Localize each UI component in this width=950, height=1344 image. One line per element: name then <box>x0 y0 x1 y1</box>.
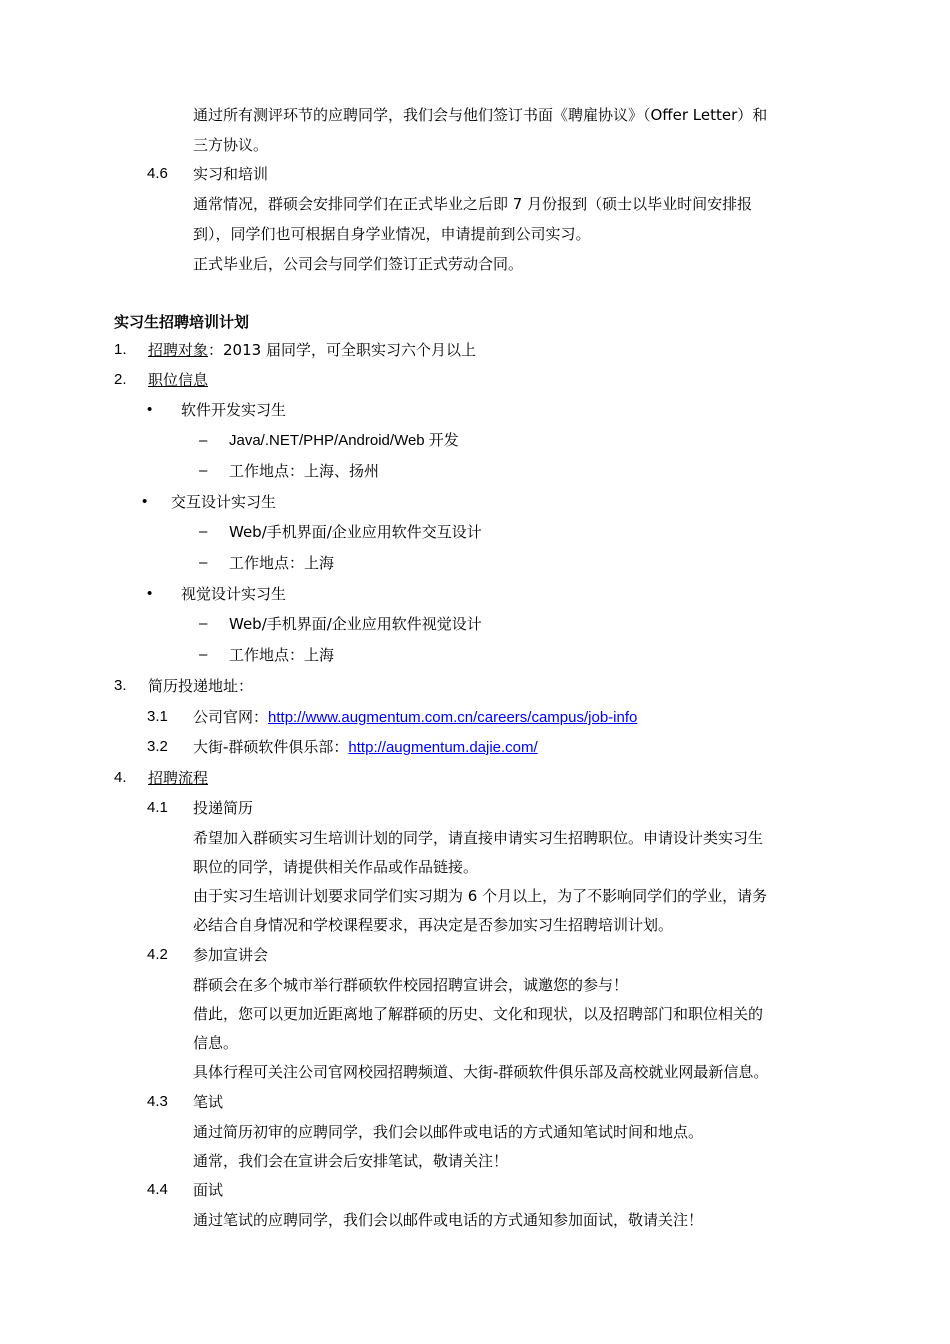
dash-icon: – <box>199 432 208 449</box>
bullet-icon: • <box>147 585 153 602</box>
list-number: 4. <box>114 769 127 786</box>
intro-paragraph-line: 三方协议。 <box>193 136 269 154</box>
section-title: 实习和培训 <box>193 165 269 183</box>
plan-heading: 实习生招聘培训计划 <box>114 313 250 331</box>
paragraph-line: 通常情况，群硕会安排同学们在正式毕业之后即 7 月份报到（硕士以毕业时间安排报 <box>193 195 753 213</box>
official-site-label: 公司官网： <box>193 708 269 726</box>
recruit-target-label: 招聘对象 <box>148 341 209 359</box>
position-detail: Web/手机界面/企业应用软件交互设计 <box>229 523 482 541</box>
section-number: 3.2 <box>147 738 168 755</box>
position-detail: Java/.NET/PHP/Android/Web 开发 <box>229 432 459 449</box>
position-title: 软件开发实习生 <box>181 401 287 419</box>
dash-icon: – <box>199 554 208 571</box>
dash-icon: – <box>199 523 208 540</box>
section-title: 笔试 <box>193 1093 224 1111</box>
paragraph-line: 到），同学们也可根据自身学业情况，申请提前到公司实习。 <box>193 225 591 243</box>
official-site-line <box>193 707 637 728</box>
intro-paragraph-line: 通过所有测评环节的应聘同学，我们会与他们签订书面《聘雇协议》（Offer Letter）和 <box>193 106 768 124</box>
bullet-icon: • <box>142 493 148 510</box>
position-title: 交互设计实习生 <box>171 493 277 511</box>
list-number: 2. <box>114 371 127 388</box>
resume-address-label: 简历投递地址： <box>148 677 254 695</box>
paragraph-line: 通过简历初审的应聘同学，我们会以邮件或电话的方式通知笔试时间和地点。 <box>193 1123 704 1141</box>
paragraph-line: 群硕会在多个城市举行群硕软件校园招聘宣讲会，诚邀您的参与！ <box>193 976 629 994</box>
paragraph-line: 必结合自身情况和学校课程要求，再决定是否参加实习生招聘培训计划。 <box>193 916 674 934</box>
recruit-process-label: 招聘流程 <box>148 769 209 787</box>
recruit-target-text: ：2013 届同学，可全职实习六个月以上 <box>208 341 476 359</box>
paragraph-line: 正式毕业后，公司会与同学们签订正式劳动合同。 <box>193 255 524 273</box>
section-number: 3.1 <box>147 708 168 725</box>
position-detail: 工作地点：上海 <box>229 646 335 664</box>
recruit-target-line <box>148 340 476 360</box>
official-site-link[interactable]: http://www.augmentum.com.cn/careers/campus/job-info <box>268 709 638 726</box>
section-number: 4.4 <box>147 1181 168 1198</box>
paragraph-line: 希望加入群硕实习生培训计划的同学，请直接申请实习生招聘职位。申请设计类实习生 <box>193 829 764 847</box>
dash-icon: – <box>199 462 208 479</box>
paragraph-line: 信息。 <box>193 1034 239 1052</box>
section-number: 4.1 <box>147 799 168 816</box>
dash-icon: – <box>199 646 208 663</box>
section-number: 4.6 <box>147 165 168 182</box>
list-number: 1. <box>114 341 127 358</box>
dash-icon: – <box>199 615 208 632</box>
position-title: 视觉设计实习生 <box>181 585 287 603</box>
position-detail: Web/手机界面/企业应用软件视觉设计 <box>229 615 482 633</box>
paragraph-line: 职位的同学，请提供相关作品或作品链接。 <box>193 858 479 876</box>
section-number: 4.2 <box>147 946 168 963</box>
list-number: 3. <box>114 677 127 694</box>
position-detail: 工作地点：上海、扬州 <box>229 462 380 480</box>
paragraph-line: 通常，我们会在宣讲会后安排笔试，敬请关注！ <box>193 1152 509 1170</box>
paragraph-line: 通过笔试的应聘同学，我们会以邮件或电话的方式通知参加面试，敬请关注！ <box>193 1211 704 1229</box>
bullet-icon: • <box>147 401 153 418</box>
club-site-line <box>193 737 538 758</box>
section-number: 4.3 <box>147 1093 168 1110</box>
position-info-label: 职位信息 <box>148 371 209 389</box>
paragraph-line: 借此，您可以更加近距离地了解群硕的历史、文化和现状，以及招聘部门和职位相关的 <box>193 1005 764 1023</box>
section-title: 参加宣讲会 <box>193 946 269 964</box>
club-site-link[interactable]: http://augmentum.dajie.com/ <box>348 739 538 756</box>
position-detail: 工作地点：上海 <box>229 554 335 572</box>
section-title: 面试 <box>193 1181 224 1199</box>
paragraph-line: 具体行程可关注公司官网校园招聘频道、大街-群硕软件俱乐部及高校就业网最新信息。 <box>193 1063 769 1081</box>
paragraph-line: 由于实习生培训计划要求同学们实习期为 6 个月以上，为了不影响同学们的学业，请务 <box>193 887 768 905</box>
club-site-label: 大街-群硕软件俱乐部： <box>193 738 349 756</box>
section-title: 投递简历 <box>193 799 254 817</box>
